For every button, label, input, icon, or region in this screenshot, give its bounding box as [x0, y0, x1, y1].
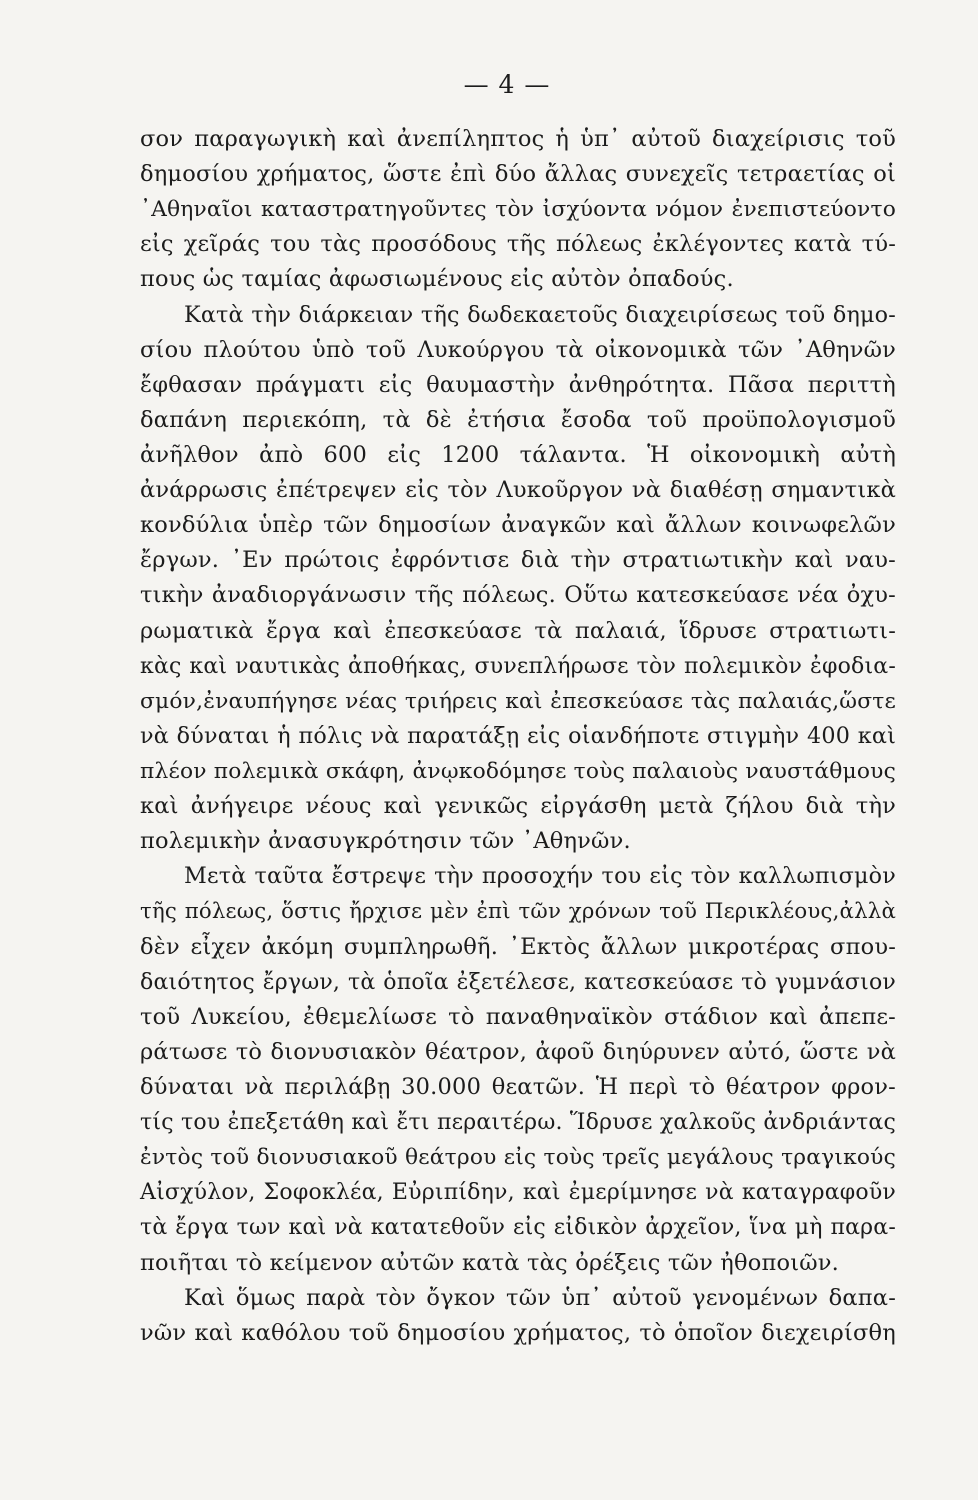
paragraph-start-line: Μετὰ ταῦτα ἔστρεψε τὴν προσοχήν του εἰς τὸν καλλωπισμὸν: [184, 863, 896, 890]
text-line: δαιότητος ἔργων, τὰ ὁποῖα ἐξετέλεσε, κατεσκεύασε τὸ γυμνάσιον: [140, 969, 896, 995]
paragraph-start-line: Κατὰ τὴν διάρκειαν τῆς δωδεκαετοῦς διαχειρίσεως τοῦ δημο-: [184, 301, 896, 328]
text-line: τὰ ἔργα των καὶ νὰ κατατεθοῦν εἰς εἰδικὸν ἀρχεῖον, ἵνα μὴ παρα-: [140, 1215, 896, 1241]
text-line: κὰς καὶ ναυτικὰς ἀποθήκας, συνεπλήρωσε τὸν πολεμικὸν ἐφοδια-: [140, 653, 896, 679]
text-line: ἔργων. ᾿Εν πρώτοις ἐφρόντισε διὰ τὴν στρατιωτικὴν καὶ ναυ-: [140, 547, 896, 574]
page-number: — 4 —: [463, 70, 551, 99]
body-text: [140, 122, 896, 1351]
text-line: εἰς χεῖράς του τὰς προσόδους τῆς πόλεως ἐκλέγοντες κατὰ τύ-: [140, 231, 896, 258]
text-line: τικὴν ἀναδιοργάνωσιν τῆς πόλεως. Οὕτω κατεσκεύασε νέα ὀχυ-: [140, 582, 896, 609]
text-line: πολεμικὴν ἀνασυγκρότησιν τῶν ᾿Αθηνῶν.: [140, 828, 631, 855]
text-line: δὲν εἶχεν ἀκόμη συμπληρωθῆ. ᾿Εκτὸς ἄλλων μικροτέρας σπου-: [140, 933, 896, 960]
text-line: δημοσίου χρήματος, ὥστε ἐπὶ δύο ἄλλας συνεχεῖς τετραετίας οἱ: [140, 161, 896, 188]
text-line: πλέον πολεμικὰ σκάφη, ἀνῳκοδόμησε τοὺς παλαιοὺς ναυστάθμους: [140, 758, 896, 784]
text-line: νῶν καὶ καθόλου τοῦ δημοσίου χρήματος, τὸ ὁποῖον διεχειρίσθη: [140, 1319, 896, 1346]
text-line: δαπάνη περιεκόπη, τὰ δὲ ἐτήσια ἔσοδα τοῦ προϋπολογισμοῦ: [140, 406, 896, 433]
text-line: σον παραγωγικὴ καὶ ἀνεπίληπτος ἡ ὑπ᾿ αὐτοῦ διαχείρισις τοῦ: [140, 126, 896, 152]
text-line: σμόν,ἐναυπήγησε νέας τριήρεις καὶ ἐπεσκεύασε τὰς παλαιάς,ὥστε: [140, 688, 896, 714]
text-line: νὰ δύναται ἡ πόλις νὰ παρατάξῃ εἰς οἱανδήποτε στιγμὴν 400 καὶ: [140, 722, 896, 749]
text-line: ἐντὸς τοῦ διονυσιακοῦ θεάτρου εἰς τοὺς τρεῖς μεγάλους τραγικούς: [140, 1145, 896, 1171]
text-line: σίου πλούτου ὑπὸ τοῦ Λυκούργου τὰ οἰκονομικὰ τῶν ᾿Αθηνῶν: [140, 336, 896, 363]
text-line: δύναται νὰ περιλάβῃ 30.000 θεατῶν. Ἡ περὶ τὸ θέατρον φρον-: [140, 1073, 896, 1100]
text-line: ποιῆται τὸ κείμενον αὐτῶν κατὰ τὰς ὀρέξεις τῶν ἠθοποιῶν.: [140, 1249, 839, 1276]
text-line: τίς του ἐπεξετάθη καὶ ἔτι περαιτέρω. Ἵδρυσε χαλκοῦς ἀνδριάντας: [140, 1110, 896, 1136]
text-line: πους ὡς ταμίας ἀφωσιωμένους εἰς αὐτὸν ὀπαδούς.: [140, 266, 734, 293]
text-line: καὶ ἀνήγειρε νέους καὶ γενικῶς εἰργάσθη μετὰ ζήλου διὰ τὴν: [140, 793, 896, 820]
text-line: ἀνάρρωσις ἐπέτρεψεν εἰς τὸν Λυκοῦργον νὰ διαθέσῃ σημαντικὰ: [140, 477, 896, 504]
paragraph-start-line: Καὶ ὅμως παρὰ τὸν ὄγκον τῶν ὑπ᾿ αὐτοῦ γενομένων δαπα-: [184, 1284, 896, 1311]
text-line: ράτωσε τὸ διονυσιακὸν θέατρον, ἀφοῦ διηύρυνεν αὐτό, ὥστε νὰ: [140, 1038, 896, 1065]
text-line: ἔφθασαν πράγματι εἰς θαυμαστὴν ἀνθηρότητα. Πᾶσα περιττὴ: [140, 371, 896, 398]
text-line: ἀνῆλθον ἀπὸ 600 εἰς 1200 τάλαντα. Ἡ οἰκονομικὴ αὐτὴ: [140, 441, 896, 468]
text-line: κονδύλια ὑπὲρ τῶν δημοσίων ἀναγκῶν καὶ ἄλλων κοινωφελῶν: [140, 512, 896, 539]
text-line: τῆς πόλεως, ὅστις ἤρχισε μὲν ἐπὶ τῶν χρόνων τοῦ Περικλέους,ἀλλὰ: [140, 899, 896, 925]
text-line: τοῦ Λυκείου, ἐθεμελίωσε τὸ παναθηναϊκὸν στάδιον καὶ ἀπεπε-: [140, 1003, 896, 1030]
text-line: ᾿Αθηναῖοι καταστρατηγοῦντες τὸν ἰσχύοντα νόμον ἐνεπιστεύοντο: [140, 197, 896, 223]
text-line: Αἰσχύλον, Σοφοκλέα, Εὐριπίδην, καὶ ἐμερίμνησε νὰ καταγραφοῦν: [140, 1180, 896, 1206]
text-line: ρωματικὰ ἔργα καὶ ἐπεσκεύασε τὰ παλαιά, ἵδρυσε στρατιωτι-: [140, 617, 896, 644]
